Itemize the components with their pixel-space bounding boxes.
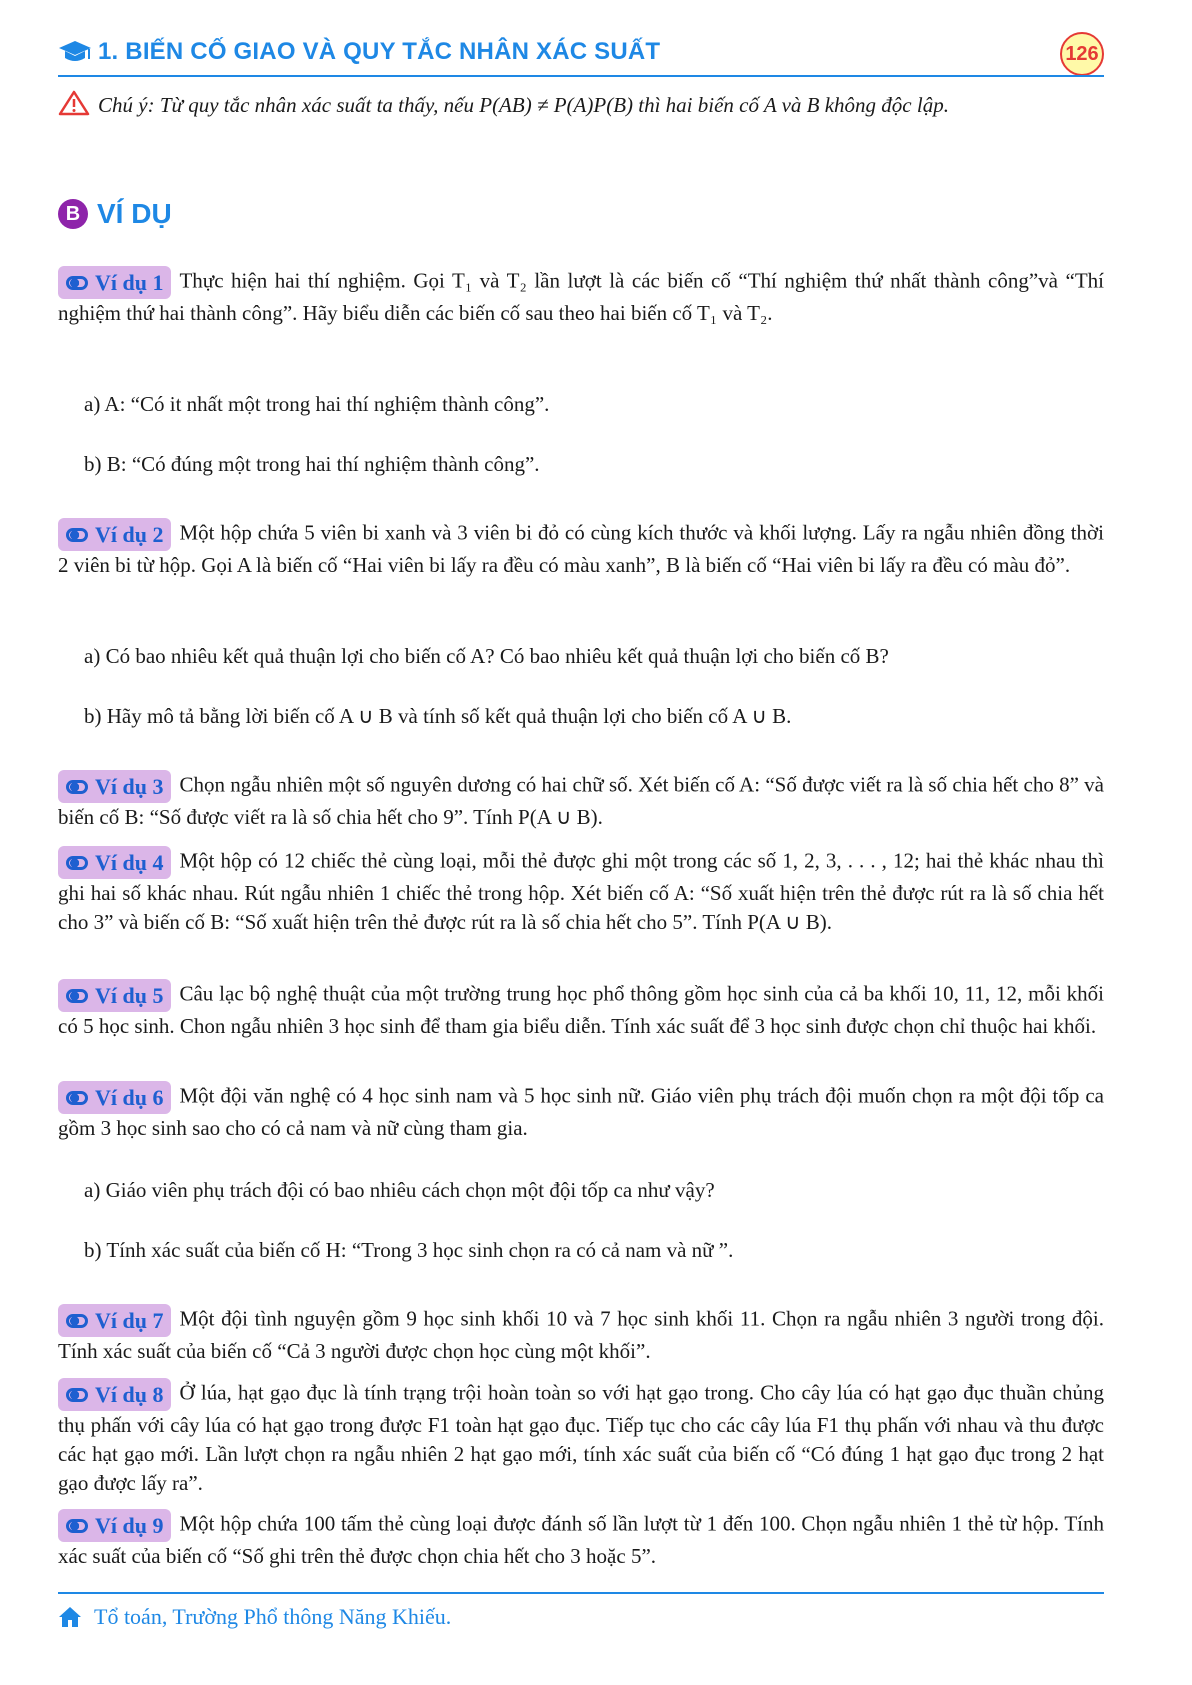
footer-text: Tổ toán, Trường Phổ thông Năng Khiếu. <box>94 1604 452 1629</box>
example-6-item-a: a) Giáo viên phụ trách đội có bao nhiêu cách chọn một đội tốp ca như vậy? <box>84 1178 715 1202</box>
example-label: Ví dụ 8 <box>95 1382 164 1407</box>
example-text: Câu lạc bộ nghệ thuật của một trường trung học phổ thông gồm học sinh của cả ba khối 10, 11, 12, mỗi khối có 5 học sinh. Chon ngẫu nhiên 3 học sinh để tham gia biểu diễn. Tính xác suất để 3 học sinh được chọn chỉ thuộc hai khối. <box>58 981 1104 1038</box>
example-badge <box>58 266 171 299</box>
example-1-item-a: a) A: “Có it nhất một trong hai thí nghiệm thành công”. <box>84 392 550 416</box>
example-label: Ví dụ 1 <box>95 270 164 295</box>
example-8 <box>58 1378 1104 1498</box>
example-text: Thực hiện hai thí nghiệm. Gọi T₁ và T₂ lần lượt là các biến cố “Thí nghiệm thứ nhất thành công”và “Thí nghiệm thứ hai thành công”. Hãy biểu diễn các biến cố sau theo hai biến cố T₁ và T₂. <box>58 268 1104 325</box>
toggle-icon <box>66 1314 88 1328</box>
example-badge <box>58 1081 171 1114</box>
example-badge <box>58 770 171 803</box>
example-label: Ví dụ 6 <box>95 1085 164 1110</box>
example-badge <box>58 979 171 1012</box>
graduation-cap-icon <box>58 39 92 65</box>
example-text: Một đội tình nguyện gồm 9 học sinh khối 10 và 7 học sinh khối 11. Chọn ra ngẫu nhiên 3 người trong đội. Tính xác suất của biến cố “Cả 3 người được chọn học cùng một khối”. <box>58 1306 1104 1363</box>
example-badge <box>58 846 171 879</box>
section-badge: B <box>58 199 88 229</box>
toggle-icon <box>66 528 88 542</box>
section-heading <box>58 198 172 230</box>
example-badge <box>58 518 171 551</box>
example-3 <box>58 770 1104 832</box>
note <box>58 90 1104 120</box>
example-label: Ví dụ 5 <box>95 983 164 1008</box>
example-badge <box>58 1378 171 1411</box>
example-label: Ví dụ 9 <box>95 1513 164 1538</box>
example-text: Một hộp chứa 5 viên bi xanh và 3 viên bi đỏ có cùng kích thước và khối lượng. Lấy ra ngẫu nhiên đồng thời 2 viên bi từ hộp. Gọi A là biến cố “Hai viên bi lấy ra đều có màu xanh”, B là biến cố “Hai viên bi lấy ra đều có màu đỏ”. <box>58 520 1104 577</box>
note-text: Từ quy tắc nhân xác suất ta thấy, nếu P(AB) ≠ P(A)P(B) thì hai biến cố A và B không độc lập. <box>159 93 949 117</box>
example-1-item-b: b) B: “Có đúng một trong hai thí nghiệm thành công”. <box>84 452 540 476</box>
home-icon <box>58 1606 82 1628</box>
example-label: Ví dụ 3 <box>95 774 164 799</box>
example-label: Ví dụ 2 <box>95 522 164 547</box>
example-text: Một đội văn nghệ có 4 học sinh nam và 5 học sinh nữ. Giáo viên phụ trách đội muốn chọn ra một đội tốp ca gồm 3 học sinh sao cho có cả nam và nữ cùng tham gia. <box>58 1083 1104 1140</box>
page-number: 126 <box>1060 32 1104 76</box>
warning-icon <box>58 90 90 116</box>
example-text: Một hộp có 12 chiếc thẻ cùng loại, mỗi thẻ được ghi một trong các số 1, 2, 3, . . . , 12; hai thẻ khác nhau thì ghi hai số khác nhau. Rút ngẫu nhiên 1 chiếc thẻ trong hộp. Xét biến cố A: “Số xuất hiện trên thẻ được rút ra là số chia hết cho 3” và biến cố B: “Số xuất hiện trên thẻ được rút ra là số chia hết cho 5”. Tính P(A ∪ B). <box>58 848 1104 934</box>
example-2-item-a: a) Có bao nhiêu kết quả thuận lợi cho biến cố A? Có bao nhiêu kết quả thuận lợi cho biến cố B? <box>84 644 889 668</box>
example-2 <box>58 518 1104 580</box>
page-footer <box>58 1604 451 1630</box>
toggle-icon <box>66 1519 88 1533</box>
example-5 <box>58 979 1104 1041</box>
page-header <box>58 32 1104 78</box>
example-9 <box>58 1509 1104 1571</box>
example-badge <box>58 1509 171 1542</box>
section-title: VÍ DỤ <box>97 198 172 229</box>
example-text: Ở lúa, hạt gạo đục là tính trạng trội hoàn toàn so với hạt gạo trong. Cho cây lúa có hạt gạo đục thuần chủng thụ phấn với cây lúa có hạt gạo trong được F1 toàn hạt gạo đục. Tiếp tục cho các cây lúa F1 thụ phấn với nhau và thu được các hạt gạo mới. Lần lượt chọn ra ngẫu nhiên 2 hạt gạo mới, tính xác suất của biến cố “Có đúng 1 hạt gạo đục trong 2 hạt gạo được lấy ra”. <box>58 1380 1104 1495</box>
toggle-icon <box>66 780 88 794</box>
example-7 <box>58 1304 1104 1366</box>
note-label: Chú ý: <box>98 93 155 117</box>
example-4 <box>58 846 1104 937</box>
example-label: Ví dụ 7 <box>95 1308 164 1333</box>
example-1 <box>58 266 1104 328</box>
example-text: Một hộp chứa 100 tấm thẻ cùng loại được đánh số lần lượt từ 1 đến 100. Chọn ngẫu nhiên 1 thẻ từ hộp. Tính xác suất của biến cố “Số ghi trên thẻ được chọn chia hết cho 3 hoặc 5”. <box>58 1511 1104 1568</box>
example-label: Ví dụ 4 <box>95 850 164 875</box>
example-2-item-b: b) Hãy mô tả bằng lời biến cố A ∪ B và tính số kết quả thuận lợi cho biến cố A ∪ B. <box>84 704 792 728</box>
example-6 <box>58 1081 1104 1143</box>
footer-divider <box>58 1592 1104 1594</box>
example-badge <box>58 1304 171 1337</box>
toggle-icon <box>66 1091 88 1105</box>
example-6-item-b: b) Tính xác suất của biến cố H: “Trong 3 học sinh chọn ra có cả nam và nữ ”. <box>84 1238 734 1262</box>
toggle-icon <box>66 276 88 290</box>
toggle-icon <box>66 989 88 1003</box>
chapter-title-text: 1. BIẾN CỐ GIAO VÀ QUY TẮC NHÂN XÁC SUẤT <box>98 38 661 65</box>
example-text: Chọn ngẫu nhiên một số nguyên dương có hai chữ số. Xét biến cố A: “Số được viết ra là số chia hết cho 8” và biến cố B: “Số được viết ra là số chia hết cho 9”. Tính P(A ∪ B). <box>58 772 1104 829</box>
toggle-icon <box>66 1388 88 1402</box>
toggle-icon <box>66 856 88 870</box>
header-divider <box>58 75 1104 77</box>
chapter-title <box>58 38 660 66</box>
